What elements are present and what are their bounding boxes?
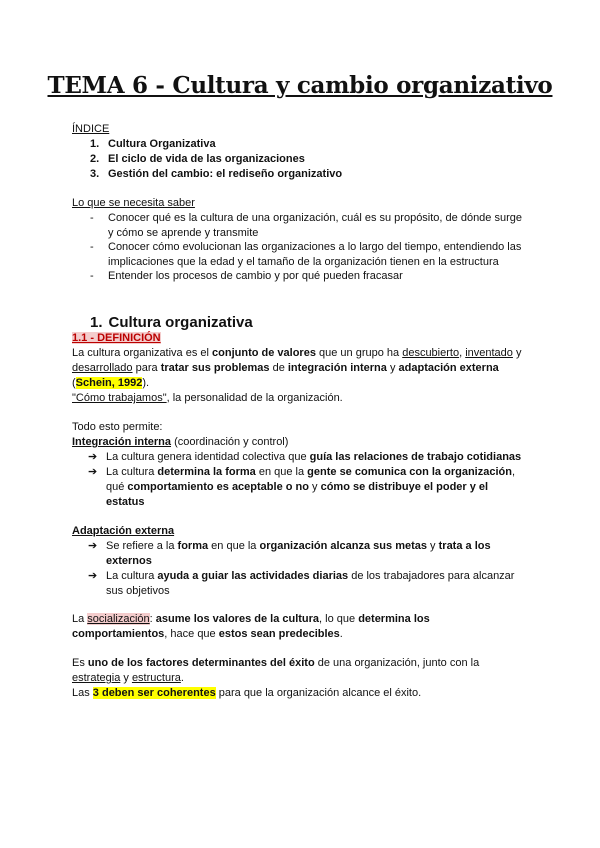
text: y: [386, 362, 399, 374]
definition-line-1: [72, 346, 521, 361]
text: , hace que: [164, 628, 219, 640]
arrow-bullet-icon: ➔: [88, 451, 98, 463]
bold-text: asume los valores de la cultura: [155, 613, 320, 625]
bold-underlined-text: Integración interna: [72, 436, 172, 448]
underlined-text: inventado: [465, 347, 513, 359]
bold-text: tratar sus problemas: [160, 362, 270, 374]
bold-text: determina la forma: [157, 466, 256, 478]
arrow-bullet-icon: ➔: [88, 540, 98, 552]
bold-text: gente se comunica con la organización: [307, 466, 512, 478]
indice-text: Cultura Organizativa: [108, 138, 216, 150]
item-text: [106, 450, 521, 465]
integracion-heading: [72, 435, 288, 450]
bold-text: ayuda a guiar las actividades diarias: [157, 570, 349, 582]
socializacion-line-2: [72, 627, 343, 642]
text: .: [339, 628, 343, 640]
item-text: [106, 569, 514, 584]
saber-text-cont: implicaciones que la edad y el tamaño de la organización tienen en la estructura: [108, 256, 499, 268]
indice-item-2: [90, 152, 305, 167]
bold-text: comportamiento es aceptable o no: [127, 481, 309, 493]
item-text: [106, 539, 491, 554]
text: (coordinación y control): [171, 436, 289, 448]
bold-text: determina los: [358, 613, 430, 625]
text: :: [149, 613, 156, 625]
dash-bullet: -: [90, 241, 94, 253]
highlighted-text: socialización: [87, 613, 150, 625]
text: ,: [511, 466, 516, 478]
bold-text: forma: [177, 540, 209, 552]
underlined-text: "Cómo trabajamos": [72, 392, 167, 404]
bold-text: externos: [106, 555, 152, 567]
definition-line-2: [72, 361, 499, 376]
indice-label: ÍNDICE: [72, 123, 110, 135]
permite-line: Todo esto permite:: [72, 421, 163, 433]
citation: Schein, 1992: [75, 377, 143, 389]
item-text-cont: [106, 554, 152, 569]
text: La cultura: [106, 466, 158, 478]
dash-bullet: -: [90, 270, 94, 282]
bold-text: estos sean predecibles: [218, 628, 340, 640]
saber-label: Lo que se necesita saber: [72, 197, 195, 209]
text: y: [427, 540, 439, 552]
section-heading: [90, 314, 253, 331]
bold-text: cómo se distribuye el poder y el: [320, 481, 489, 493]
underlined-text: estrategia: [72, 672, 121, 684]
como-trabajamos-line: [72, 391, 343, 406]
highlighted-text: 3 deben ser coherentes: [92, 687, 216, 699]
socializacion-line-1: [72, 612, 430, 627]
bold-text: trata a los: [438, 540, 491, 552]
text: para: [132, 362, 161, 374]
bold-text: conjunto de valores: [212, 347, 316, 359]
section-number: 1.: [90, 314, 103, 331]
text: en que la: [255, 466, 308, 478]
factores-line-2: [72, 671, 184, 686]
dash-bullet: -: [90, 212, 94, 224]
bold-text: estatus: [106, 496, 145, 508]
indice-item-1: [90, 137, 216, 152]
underlined-text: desarrollado: [72, 362, 133, 374]
text: La cultura organizativa es el: [72, 347, 213, 359]
indice-text: Gestión del cambio: el rediseño organizativo: [108, 168, 343, 180]
bold-text: organización alcanza sus metas: [259, 540, 427, 552]
arrow-bullet-icon: ➔: [88, 466, 98, 478]
item-text-cont: [106, 495, 145, 510]
indice-text: El ciclo de vida de las organizaciones: [108, 153, 305, 165]
text: , lo que: [319, 613, 359, 625]
text: , la personalidad de la organización.: [166, 392, 343, 404]
bold-text: guía las relaciones de trabajo cotidianas: [309, 451, 522, 463]
text: de: [269, 362, 288, 374]
coherentes-line: [72, 686, 421, 701]
text: de los trabajadores para alcanzar: [348, 570, 515, 582]
indice-num: 1.: [90, 138, 100, 150]
text: de una organización, junto con la: [314, 657, 480, 669]
underlined-text: descubierto: [402, 347, 460, 359]
saber-text: Conocer cómo evolucionan las organizaciones a lo largo del tiempo, entendiendo las: [108, 241, 522, 253]
arrow-bullet-icon: ➔: [88, 570, 98, 582]
text: Las: [72, 687, 93, 699]
text: y: [512, 347, 522, 359]
text: ,: [459, 347, 466, 359]
text: ).: [142, 377, 150, 389]
subsection-heading: [72, 331, 161, 346]
underlined-text: estructura: [131, 672, 181, 684]
bold-text: adaptación externa: [398, 362, 499, 374]
item-text-cont: sus objetivos: [106, 585, 170, 597]
text: La cultura: [106, 570, 158, 582]
text: Se refiere a la: [106, 540, 178, 552]
text: La cultura genera identidad colectiva que: [106, 451, 310, 463]
saber-text-cont: y cómo se aprende y transmite: [108, 227, 259, 239]
bold-underlined-text: Adaptación externa: [72, 525, 175, 537]
adaptacion-heading: [72, 524, 174, 539]
indice-num: 2.: [90, 153, 100, 165]
saber-text: Conocer qué es la cultura de una organización, cuál es su propósito, de dónde surge: [108, 212, 522, 224]
indice-item-3: [90, 167, 342, 182]
text: que un grupo ha: [315, 347, 403, 359]
indice-num: 3.: [90, 168, 100, 180]
text: (: [72, 377, 76, 389]
definition-line-3: [72, 376, 149, 391]
subsection-label: 1.1 - DEFINICIÓN: [72, 332, 161, 344]
bold-text: integración interna: [287, 362, 387, 374]
item-text: [106, 465, 515, 480]
text: en que la: [208, 540, 260, 552]
text: y: [120, 672, 132, 684]
section-title: Cultura organizativa: [108, 314, 253, 331]
text: qué: [106, 481, 128, 493]
text: Es: [72, 657, 88, 669]
text: y: [308, 481, 321, 493]
saber-text: Entender los procesos de cambio y por qué pueden fracasar: [108, 270, 403, 282]
text: La: [72, 613, 88, 625]
item-text-cont: [106, 480, 488, 495]
factores-line-1: [72, 656, 479, 671]
bold-text: comportamientos: [72, 628, 165, 640]
text: para que la organización alcance el éxito.: [215, 687, 422, 699]
bold-text: uno de los factores determinantes del éxito: [87, 657, 315, 669]
page-title: TEMA 6 - Cultura y cambio organizativo: [47, 72, 553, 99]
text: .: [180, 672, 184, 684]
